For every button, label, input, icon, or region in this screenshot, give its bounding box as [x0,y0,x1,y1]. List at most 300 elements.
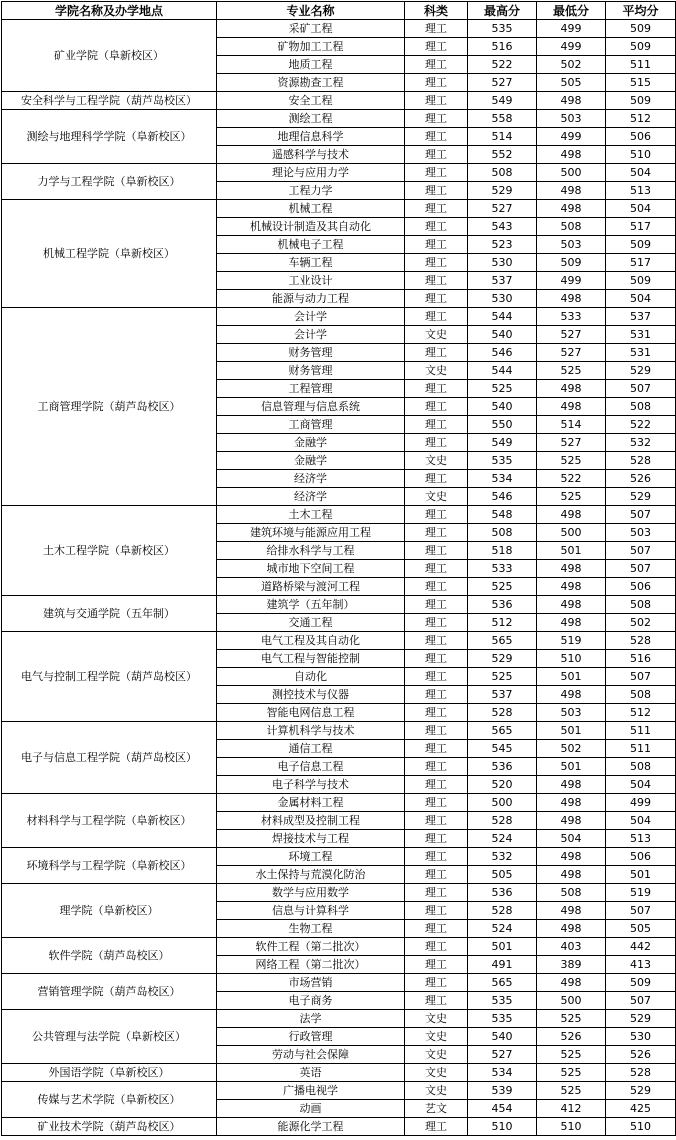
major-name: 会计学 [217,308,405,326]
major-name: 财务管理 [217,362,405,380]
college-name: 理学院（阜新校区） [2,884,217,938]
avg-score: 509 [606,20,676,38]
avg-score: 509 [606,92,676,110]
avg-score: 529 [606,362,676,380]
major-name: 计算机科学与技术 [217,722,405,740]
min-score: 519 [537,632,606,650]
major-name: 工程管理 [217,380,405,398]
avg-score: 526 [606,470,676,488]
major-name: 经济学 [217,488,405,506]
avg-score: 507 [606,560,676,578]
major-name: 工业设计 [217,272,405,290]
header-row [2,2,676,20]
major-name: 水土保持与荒漠化防治 [217,866,405,884]
college-name: 电气与控制工程学院（葫芦岛校区） [2,632,217,722]
avg-score: 442 [606,938,676,956]
min-score: 503 [537,110,606,128]
avg-score: 512 [606,110,676,128]
category: 理工 [405,290,468,308]
min-score: 525 [537,1046,606,1064]
max-score: 535 [468,20,537,38]
major-name: 会计学 [217,326,405,344]
category: 理工 [405,470,468,488]
college-name: 测绘与地理科学学院（阜新校区） [2,110,217,164]
min-score: 498 [537,974,606,992]
table-row [2,200,676,218]
min-score: 525 [537,1064,606,1082]
category: 理工 [405,308,468,326]
major-name: 金融学 [217,452,405,470]
category: 文史 [405,488,468,506]
category: 理工 [405,992,468,1010]
college-name: 外国语学院（阜新校区） [2,1064,217,1082]
category: 文史 [405,1046,468,1064]
major-name: 土木工程 [217,506,405,524]
max-score: 514 [468,128,537,146]
college-name: 工商管理学院（葫芦岛校区） [2,308,217,506]
category: 文史 [405,1010,468,1028]
major-name: 电子商务 [217,992,405,1010]
avg-score: 507 [606,992,676,1010]
min-score: 412 [537,1100,606,1118]
max-score: 505 [468,866,537,884]
avg-score: 505 [606,920,676,938]
max-score: 454 [468,1100,537,1118]
category: 文史 [405,326,468,344]
college-name: 材料科学与工程学院（阜新校区） [2,794,217,848]
max-score: 510 [468,1118,537,1136]
max-score: 550 [468,416,537,434]
avg-score: 508 [606,596,676,614]
category: 理工 [405,758,468,776]
category: 理工 [405,164,468,182]
major-name: 城市地下空间工程 [217,560,405,578]
major-name: 通信工程 [217,740,405,758]
category: 理工 [405,578,468,596]
avg-score: 517 [606,254,676,272]
min-score: 527 [537,326,606,344]
major-name: 金属材料工程 [217,794,405,812]
avg-score: 507 [606,902,676,920]
major-name: 道路桥梁与渡河工程 [217,578,405,596]
major-name: 机械电子工程 [217,236,405,254]
category: 理工 [405,200,468,218]
max-score: 534 [468,470,537,488]
category: 理工 [405,632,468,650]
major-name: 地质工程 [217,56,405,74]
min-score: 525 [537,1082,606,1100]
max-score: 544 [468,362,537,380]
min-score: 500 [537,164,606,182]
avg-score: 512 [606,704,676,722]
table-row [2,722,676,740]
table-row [2,506,676,524]
min-score: 403 [537,938,606,956]
max-score: 558 [468,110,537,128]
avg-score: 504 [606,812,676,830]
max-score: 529 [468,650,537,668]
max-score: 540 [468,326,537,344]
admission-scores-table [1,1,676,1136]
table-row [2,938,676,956]
max-score: 539 [468,1082,537,1100]
min-score: 498 [537,848,606,866]
max-score: 512 [468,614,537,632]
category: 理工 [405,812,468,830]
min-score: 503 [537,236,606,254]
major-name: 资源勘查工程 [217,74,405,92]
avg-score: 529 [606,1010,676,1028]
max-score: 565 [468,632,537,650]
table-row [2,164,676,182]
max-score: 527 [468,1046,537,1064]
category: 理工 [405,740,468,758]
major-name: 理论与应用力学 [217,164,405,182]
header-min-score: 最低分 [537,2,606,20]
min-score: 504 [537,830,606,848]
category: 理工 [405,146,468,164]
max-score: 508 [468,164,537,182]
major-name: 建筑学（五年制） [217,596,405,614]
college-name: 软件学院（葫芦岛校区） [2,938,217,974]
max-score: 530 [468,254,537,272]
table-row [2,20,676,38]
category: 理工 [405,506,468,524]
major-name: 机械设计制造及其自动化 [217,218,405,236]
max-score: 552 [468,146,537,164]
min-score: 505 [537,74,606,92]
category: 理工 [405,74,468,92]
category: 理工 [405,218,468,236]
avg-score: 502 [606,614,676,632]
header-college: 学院名称及办学地点 [2,2,217,20]
avg-score: 507 [606,506,676,524]
min-score: 498 [537,776,606,794]
major-name: 广播电视学 [217,1082,405,1100]
category: 理工 [405,974,468,992]
max-score: 533 [468,560,537,578]
major-name: 行政管理 [217,1028,405,1046]
table-row [2,974,676,992]
category: 理工 [405,650,468,668]
avg-score: 501 [606,866,676,884]
college-name: 力学与工程学院（阜新校区） [2,164,217,200]
min-score: 508 [537,218,606,236]
category: 理工 [405,848,468,866]
category: 理工 [405,884,468,902]
category: 理工 [405,380,468,398]
major-name: 地理信息科学 [217,128,405,146]
major-name: 劳动与社会保障 [217,1046,405,1064]
avg-score: 528 [606,632,676,650]
avg-score: 526 [606,1046,676,1064]
category: 理工 [405,524,468,542]
max-score: 565 [468,722,537,740]
header-major: 专业名称 [217,2,405,20]
min-score: 527 [537,434,606,452]
min-score: 498 [537,92,606,110]
avg-score: 528 [606,452,676,470]
avg-score: 510 [606,1118,676,1136]
avg-score: 530 [606,1028,676,1046]
major-name: 机械工程 [217,200,405,218]
category: 理工 [405,776,468,794]
category: 理工 [405,866,468,884]
header-max-score: 最高分 [468,2,537,20]
category: 理工 [405,830,468,848]
major-name: 动画 [217,1100,405,1118]
category: 理工 [405,236,468,254]
max-score: 540 [468,398,537,416]
category: 理工 [405,182,468,200]
max-score: 535 [468,992,537,1010]
avg-score: 510 [606,146,676,164]
max-score: 536 [468,758,537,776]
avg-score: 528 [606,1064,676,1082]
major-name: 网络工程（第二批次） [217,956,405,974]
min-score: 508 [537,884,606,902]
category: 理工 [405,1118,468,1136]
college-name: 营销管理学院（葫芦岛校区） [2,974,217,1010]
major-name: 建筑环境与能源应用工程 [217,524,405,542]
min-score: 526 [537,1028,606,1046]
category: 理工 [405,794,468,812]
max-score: 525 [468,668,537,686]
college-name: 机械工程学院（阜新校区） [2,200,217,308]
avg-score: 506 [606,848,676,866]
min-score: 499 [537,38,606,56]
min-score: 498 [537,182,606,200]
max-score: 535 [468,1010,537,1028]
table-row [2,1064,676,1082]
category: 理工 [405,722,468,740]
max-score: 565 [468,974,537,992]
max-score: 529 [468,182,537,200]
table-body [2,20,676,1136]
header-avg-score: 平均分 [606,2,676,20]
min-score: 510 [537,1118,606,1136]
major-name: 智能电网信息工程 [217,704,405,722]
major-name: 信息管理与信息系统 [217,398,405,416]
min-score: 525 [537,362,606,380]
major-name: 电气工程与智能控制 [217,650,405,668]
category: 理工 [405,902,468,920]
min-score: 500 [537,524,606,542]
major-name: 焊接技术与工程 [217,830,405,848]
major-name: 矿物加工工程 [217,38,405,56]
avg-score: 529 [606,1082,676,1100]
table-row [2,848,676,866]
max-score: 508 [468,524,537,542]
avg-score: 506 [606,578,676,596]
max-score: 528 [468,704,537,722]
table-row [2,110,676,128]
avg-score: 522 [606,416,676,434]
max-score: 536 [468,884,537,902]
avg-score: 513 [606,830,676,848]
major-name: 自动化 [217,668,405,686]
avg-score: 504 [606,776,676,794]
college-name: 环境科学与工程学院（阜新校区） [2,848,217,884]
major-name: 数学与应用数学 [217,884,405,902]
min-score: 499 [537,128,606,146]
min-score: 509 [537,254,606,272]
min-score: 498 [537,506,606,524]
min-score: 501 [537,722,606,740]
min-score: 498 [537,902,606,920]
min-score: 498 [537,686,606,704]
major-name: 财务管理 [217,344,405,362]
avg-score: 499 [606,794,676,812]
category: 理工 [405,542,468,560]
category: 理工 [405,596,468,614]
min-score: 498 [537,596,606,614]
max-score: 537 [468,272,537,290]
major-name: 能源与动力工程 [217,290,405,308]
max-score: 549 [468,92,537,110]
max-score: 523 [468,236,537,254]
min-score: 498 [537,290,606,308]
major-name: 英语 [217,1064,405,1082]
major-name: 市场营销 [217,974,405,992]
major-name: 车辆工程 [217,254,405,272]
avg-score: 515 [606,74,676,92]
category: 理工 [405,272,468,290]
max-score: 524 [468,920,537,938]
major-name: 法学 [217,1010,405,1028]
max-score: 545 [468,740,537,758]
college-name: 公共管理与法学院（阜新校区） [2,1010,217,1064]
category: 艺文 [405,1100,468,1118]
avg-score: 425 [606,1100,676,1118]
avg-score: 513 [606,182,676,200]
min-score: 514 [537,416,606,434]
max-score: 520 [468,776,537,794]
min-score: 499 [537,20,606,38]
min-score: 500 [537,992,606,1010]
avg-score: 517 [606,218,676,236]
header-category: 科类 [405,2,468,20]
min-score: 389 [537,956,606,974]
major-name: 能源化学工程 [217,1118,405,1136]
category: 文史 [405,1082,468,1100]
major-name: 生物工程 [217,920,405,938]
avg-score: 507 [606,380,676,398]
avg-score: 509 [606,236,676,254]
major-name: 安全工程 [217,92,405,110]
major-name: 经济学 [217,470,405,488]
max-score: 525 [468,578,537,596]
major-name: 电气工程及其自动化 [217,632,405,650]
avg-score: 507 [606,668,676,686]
table-row [2,92,676,110]
min-score: 501 [537,668,606,686]
min-score: 522 [537,470,606,488]
min-score: 525 [537,452,606,470]
max-score: 525 [468,380,537,398]
table-row [2,1010,676,1028]
max-score: 535 [468,452,537,470]
table-row [2,308,676,326]
major-name: 材料成型及控制工程 [217,812,405,830]
table-row [2,596,676,614]
major-name: 采矿工程 [217,20,405,38]
table-row [2,632,676,650]
major-name: 信息与计算科学 [217,902,405,920]
avg-score: 531 [606,344,676,362]
major-name: 测绘工程 [217,110,405,128]
avg-score: 511 [606,722,676,740]
min-score: 502 [537,56,606,74]
max-score: 491 [468,956,537,974]
min-score: 498 [537,614,606,632]
min-score: 533 [537,308,606,326]
max-score: 527 [468,200,537,218]
min-score: 498 [537,920,606,938]
avg-score: 531 [606,326,676,344]
max-score: 518 [468,542,537,560]
max-score: 524 [468,830,537,848]
avg-score: 509 [606,38,676,56]
max-score: 516 [468,38,537,56]
major-name: 软件工程（第二批次） [217,938,405,956]
max-score: 500 [468,794,537,812]
category: 理工 [405,92,468,110]
major-name: 电子科学与技术 [217,776,405,794]
avg-score: 506 [606,128,676,146]
avg-score: 516 [606,650,676,668]
category: 理工 [405,416,468,434]
min-score: 498 [537,380,606,398]
avg-score: 503 [606,524,676,542]
category: 文史 [405,362,468,380]
avg-score: 511 [606,740,676,758]
min-score: 501 [537,758,606,776]
category: 理工 [405,614,468,632]
max-score: 544 [468,308,537,326]
table-row [2,884,676,902]
min-score: 498 [537,794,606,812]
category: 理工 [405,254,468,272]
min-score: 525 [537,1010,606,1028]
max-score: 548 [468,506,537,524]
avg-score: 504 [606,200,676,218]
category: 理工 [405,398,468,416]
avg-score: 508 [606,758,676,776]
avg-score: 504 [606,164,676,182]
major-name: 测控技术与仪器 [217,686,405,704]
category: 理工 [405,938,468,956]
max-score: 528 [468,812,537,830]
min-score: 527 [537,344,606,362]
category: 理工 [405,110,468,128]
major-name: 金融学 [217,434,405,452]
avg-score: 532 [606,434,676,452]
min-score: 525 [537,488,606,506]
min-score: 499 [537,272,606,290]
avg-score: 511 [606,56,676,74]
max-score: 528 [468,902,537,920]
avg-score: 537 [606,308,676,326]
max-score: 537 [468,686,537,704]
college-name: 土木工程学院（阜新校区） [2,506,217,596]
category: 文史 [405,1064,468,1082]
major-name: 环境工程 [217,848,405,866]
category: 理工 [405,686,468,704]
category: 理工 [405,20,468,38]
max-score: 536 [468,596,537,614]
max-score: 549 [468,434,537,452]
